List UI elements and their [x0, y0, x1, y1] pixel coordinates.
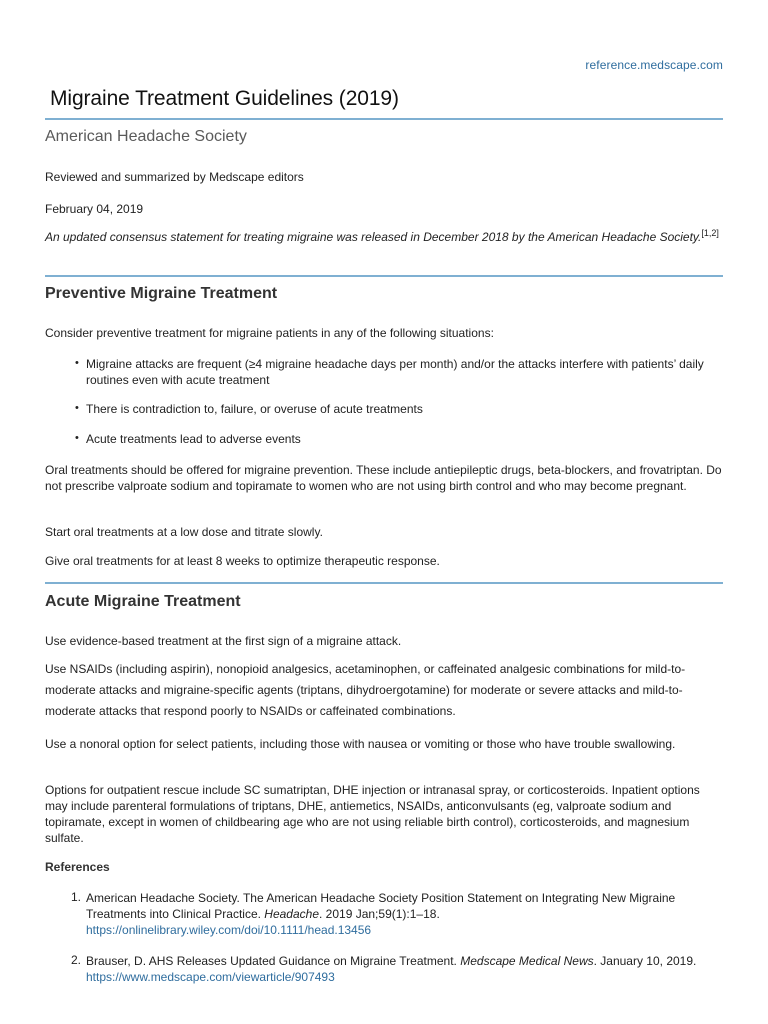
section-heading-acute: Acute Migraine Treatment	[45, 593, 241, 610]
acute-paragraph-4: Options for outpatient rescue include SC sumatriptan, DHE injection or intranasal spray, or corticosteroids. Inpatient options may include parenteral formulations of triptans, DHE, antiemetics, NSAIDs, anticonvulsants (eg, valproate sodium and topiramate, except in women of childbearing age who are not using reliable birth control), corticosteroids, and magnesium sulfate.	[45, 783, 700, 845]
intro-text	[45, 229, 723, 245]
section-divider-preventive	[45, 275, 723, 277]
bullet-icon: •	[75, 402, 79, 414]
preventive-bullet-3: Acute treatments lead to adverse events	[86, 432, 301, 446]
reference-1-text: American Headache Society. The American Headache Society Position Statement on Integrating New Migraine Treatments into Clinical Practice.	[86, 891, 676, 921]
reference-2-text: Brauser, D. AHS Releases Updated Guidance on Migraine Treatment.	[86, 954, 457, 968]
intro-body: An updated consensus statement for treating migraine was released in December 2018 by the American Headache Society.	[45, 230, 702, 244]
preventive-bullet-1: Migraine attacks are frequent (≥4 migraine headache days per month) and/or the attacks interfere with patients’ daily routines even with acute treatment	[86, 357, 704, 387]
section-heading-preventive: Preventive Migraine Treatment	[45, 285, 278, 302]
preventive-paragraph-3: Give oral treatments for at least 8 weeks to optimize therapeutic response.	[45, 554, 440, 568]
preventive-paragraph-2: Start oral treatments at a low dose and titrate slowly.	[45, 525, 323, 539]
title-divider	[45, 118, 723, 120]
preventive-paragraph-1: Oral treatments should be offered for migraine prevention. These include antiepileptic drugs, beta-blockers, and frovatriptan. Do not prescribe valproate sodium and topiramate to women who are not using birth control and who may become pregnant.	[45, 463, 722, 493]
reference-number: 1.	[71, 890, 82, 904]
acute-paragraph-2: Use NSAIDs (including aspirin), nonopioid analgesics, acetaminophen, or caffeinated analgesic combinations for mild-to-moderate attacks and migraine-specific agents (triptans, dihydroergotamine) for moderate or severe attacks and mild-to-moderate attacks that respond poorly to NSAIDs or caffeinated combinations.	[45, 662, 686, 718]
byline: Reviewed and summarized by Medscape editors	[45, 170, 304, 184]
reference-1-journal: Headache	[264, 907, 320, 921]
acute-paragraph-3: Use a nonoral option for select patients, including those with nausea or vomiting or those who have trouble swallowing.	[45, 737, 676, 751]
reference-2-citation: . January 10, 2019.	[593, 954, 697, 968]
bullet-icon: •	[75, 432, 79, 444]
reference-number: 2.	[71, 953, 82, 967]
bullet-icon: •	[75, 357, 79, 369]
publish-date: February 04, 2019	[45, 202, 144, 216]
page-title: Migraine Treatment Guidelines (2019)	[50, 87, 399, 110]
reference-2	[86, 953, 723, 985]
preventive-lead: Consider preventive treatment for migraine patients in any of the following situations:	[45, 326, 494, 340]
reference-2-journal: Medscape Medical News	[460, 954, 594, 968]
reference-2-link[interactable]: https://www.medscape.com/viewarticle/907493	[86, 970, 335, 984]
references-heading: References	[45, 860, 110, 874]
acute-paragraph-1: Use evidence-based treatment at the first sign of a migraine attack.	[45, 634, 402, 648]
intro-citation[interactable]: [1,2]	[701, 228, 719, 238]
section-divider-acute	[45, 582, 723, 584]
site-link[interactable]: reference.medscape.com	[585, 58, 723, 72]
page-subtitle: American Headache Society	[45, 128, 247, 145]
reference-1	[86, 890, 723, 938]
preventive-bullet-2: There is contradiction to, failure, or overuse of acute treatments	[86, 402, 423, 416]
reference-1-link[interactable]: https://onlinelibrary.wiley.com/doi/10.1111/head.13456	[86, 923, 372, 937]
reference-1-citation: . 2019 Jan;59(1):1–18.	[319, 907, 440, 921]
